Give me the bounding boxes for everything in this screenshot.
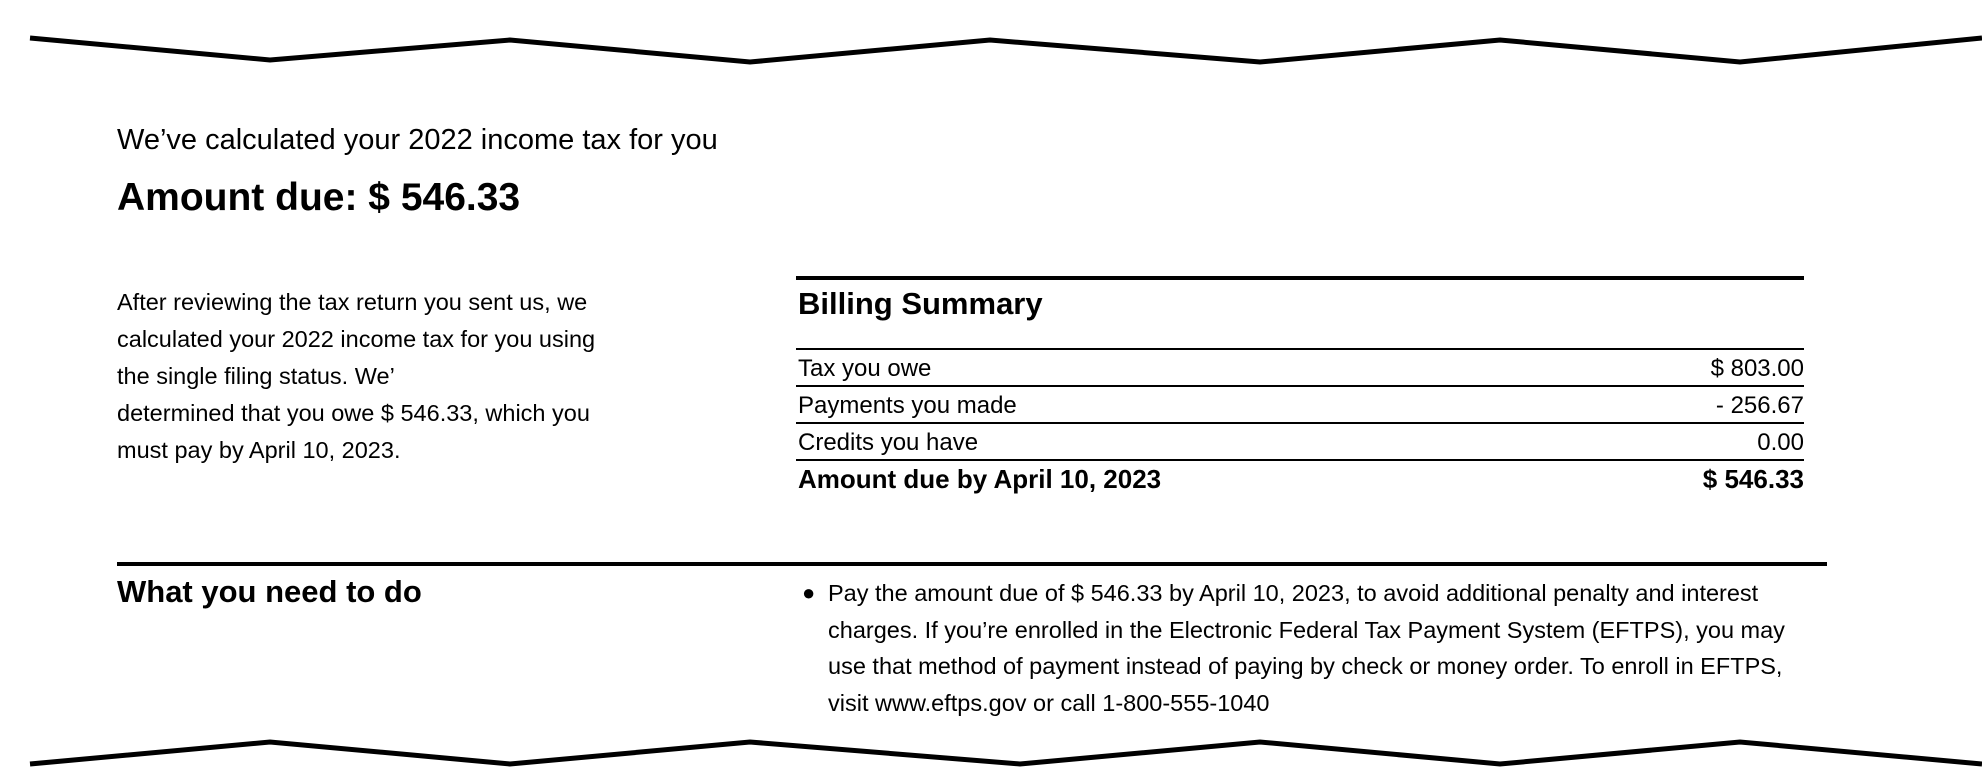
billing-row-value: $ 803.00 <box>1710 355 1804 382</box>
billing-row-label: Tax you owe <box>798 355 932 382</box>
intro-line: calculated your 2022 income tax for you using <box>117 326 596 352</box>
amount-due-heading: Amount due: $ 546.33 <box>117 176 521 219</box>
intro-line: After reviewing the tax return you sent us, we <box>117 289 588 315</box>
action-list <box>798 575 1818 721</box>
notice-subtitle: We’ve calculated your 2022 income tax for you <box>117 124 718 156</box>
list-item <box>798 575 1818 721</box>
intro-line: must pay by April 10, 2023. <box>117 437 401 463</box>
billing-total-label: Amount due by April 10, 2023 <box>798 464 1162 494</box>
intro-line: the single filing status. We’ <box>117 363 395 389</box>
torn-edge-top <box>0 28 1982 68</box>
section-divider <box>117 562 1827 566</box>
intro-line: determined that you owe $ 546.33, which you <box>117 400 590 426</box>
billing-total-value: $ 546.33 <box>1702 464 1804 494</box>
billing-row-amount-due <box>796 459 1804 497</box>
billing-row-credits <box>796 422 1804 459</box>
billing-row-label: Payments you made <box>798 392 1017 419</box>
billing-row-label: Credits you have <box>798 429 979 456</box>
billing-row-tax-owed <box>796 348 1804 385</box>
billing-summary-title: Billing Summary <box>798 286 1043 321</box>
billing-row-payments <box>796 385 1804 422</box>
bullet-icon: ● <box>802 580 816 605</box>
what-you-need-to-do-heading: What you need to do <box>117 574 422 609</box>
billing-row-value: 0.00 <box>1757 429 1804 456</box>
action-text: Pay the amount due of $ 546.33 by April 10, 2023, to avoid additional penalty and interest charges. If you’re enrolled in the Electronic Federal Tax Payment System (EFTPS), you may use that method of payment instead of paying by check or money order. To enroll in EFTPS, visit www.eftps.gov or call 1-800-555-1040 <box>828 580 1785 716</box>
billing-row-value: - 256.67 <box>1715 392 1804 419</box>
torn-edge-bottom <box>0 730 1982 770</box>
billing-summary-table <box>796 276 1804 497</box>
intro-paragraph <box>117 284 677 469</box>
